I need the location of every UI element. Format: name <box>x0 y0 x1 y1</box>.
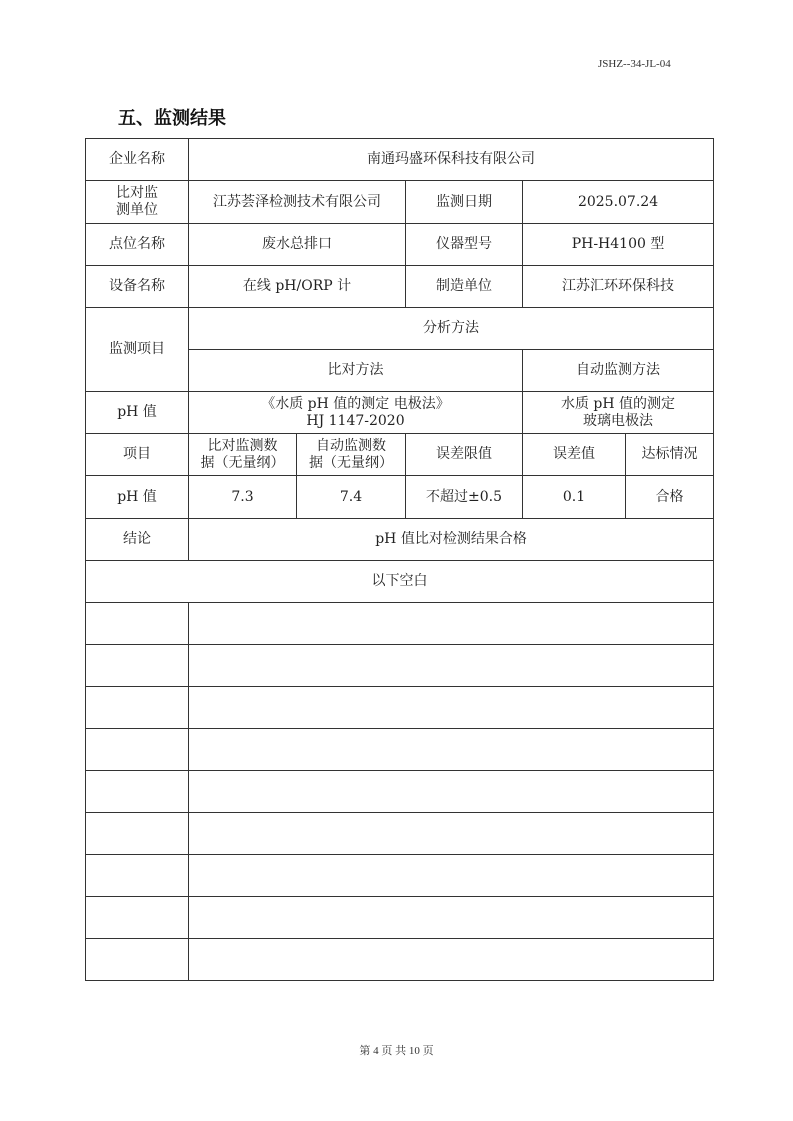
data-row <box>86 476 714 519</box>
empty-cell <box>189 687 714 729</box>
empty-row <box>86 687 714 729</box>
section-title: 五、监测结果 <box>118 108 226 129</box>
empty-cell <box>86 813 189 855</box>
col-compare-data: 比对监测数 据（无量纲） <box>189 434 297 476</box>
item-label: 监测项目 <box>86 308 189 392</box>
point-row <box>86 224 714 266</box>
method-header-row <box>86 308 714 350</box>
monitor-date-value: 2025.07.24 <box>523 181 714 224</box>
blank-note-row <box>86 561 714 603</box>
empty-cell <box>189 729 714 771</box>
method-value-row <box>86 392 714 434</box>
conclusion-value: pH 值比对检测结果合格 <box>189 519 714 561</box>
instrument-model-value: PH-H4100 型 <box>523 224 714 266</box>
empty-cell <box>189 771 714 813</box>
point-value: 废水总排口 <box>189 224 406 266</box>
row-compare-data: 7.3 <box>189 476 297 519</box>
empty-cell <box>86 855 189 897</box>
compare-unit-row <box>86 181 714 224</box>
empty-row <box>86 771 714 813</box>
empty-cell <box>189 645 714 687</box>
empty-cell <box>86 687 189 729</box>
auto-method-value: 水质 pH 值的测定 玻璃电极法 <box>523 392 714 434</box>
col-item: 项目 <box>86 434 189 476</box>
enterprise-label: 企业名称 <box>86 139 189 181</box>
compare-method-label: 比对方法 <box>189 350 523 392</box>
empty-cell <box>86 729 189 771</box>
empty-cell <box>86 603 189 645</box>
empty-row <box>86 645 714 687</box>
empty-cell <box>189 897 714 939</box>
device-row <box>86 266 714 308</box>
empty-row <box>86 939 714 981</box>
point-label: 点位名称 <box>86 224 189 266</box>
compare-method-value: 《水质 pH 值的测定 电极法》 HJ 1147-2020 <box>189 392 523 434</box>
auto-method-label: 自动监测方法 <box>523 350 714 392</box>
enterprise-row <box>86 139 714 181</box>
ph-label: pH 值 <box>86 392 189 434</box>
empty-row <box>86 603 714 645</box>
conclusion-label: 结论 <box>86 519 189 561</box>
instrument-model-label: 仪器型号 <box>406 224 523 266</box>
data-header-row <box>86 434 714 476</box>
analysis-method-label: 分析方法 <box>189 308 714 350</box>
empty-cell <box>189 939 714 981</box>
monitoring-result-table <box>85 138 714 981</box>
page-footer: 第 4 页 共 10 页 <box>359 1045 434 1057</box>
col-status: 达标情况 <box>626 434 714 476</box>
empty-cell <box>86 939 189 981</box>
empty-row <box>86 729 714 771</box>
empty-row <box>86 813 714 855</box>
compare-unit-label: 比对监 测单位 <box>86 181 189 224</box>
row-error-value: 0.1 <box>523 476 626 519</box>
empty-cell <box>189 855 714 897</box>
col-auto-data: 自动监测数 据（无量纲） <box>297 434 406 476</box>
blank-note: 以下空白 <box>86 561 714 603</box>
empty-cell <box>86 771 189 813</box>
manufacturer-label: 制造单位 <box>406 266 523 308</box>
empty-row <box>86 897 714 939</box>
monitor-date-label: 监测日期 <box>406 181 523 224</box>
device-label: 设备名称 <box>86 266 189 308</box>
row-error-limit: 不超过±0.5 <box>406 476 523 519</box>
empty-row <box>86 855 714 897</box>
col-error-limit: 误差限值 <box>406 434 523 476</box>
manufacturer-value: 江苏汇环环保科技 <box>523 266 714 308</box>
device-value: 在线 pH/ORP 计 <box>189 266 406 308</box>
empty-cell <box>189 603 714 645</box>
empty-cell <box>189 813 714 855</box>
empty-cell <box>86 645 189 687</box>
document-code: JSHZ--34-JL-04 <box>598 58 671 70</box>
empty-cell <box>86 897 189 939</box>
row-auto-data: 7.4 <box>297 476 406 519</box>
col-error-value: 误差值 <box>523 434 626 476</box>
row-status: 合格 <box>626 476 714 519</box>
enterprise-value: 南通玛盛环保科技有限公司 <box>189 139 714 181</box>
compare-unit-value: 江苏荟泽检测技术有限公司 <box>189 181 406 224</box>
row-item: pH 值 <box>86 476 189 519</box>
conclusion-row <box>86 519 714 561</box>
